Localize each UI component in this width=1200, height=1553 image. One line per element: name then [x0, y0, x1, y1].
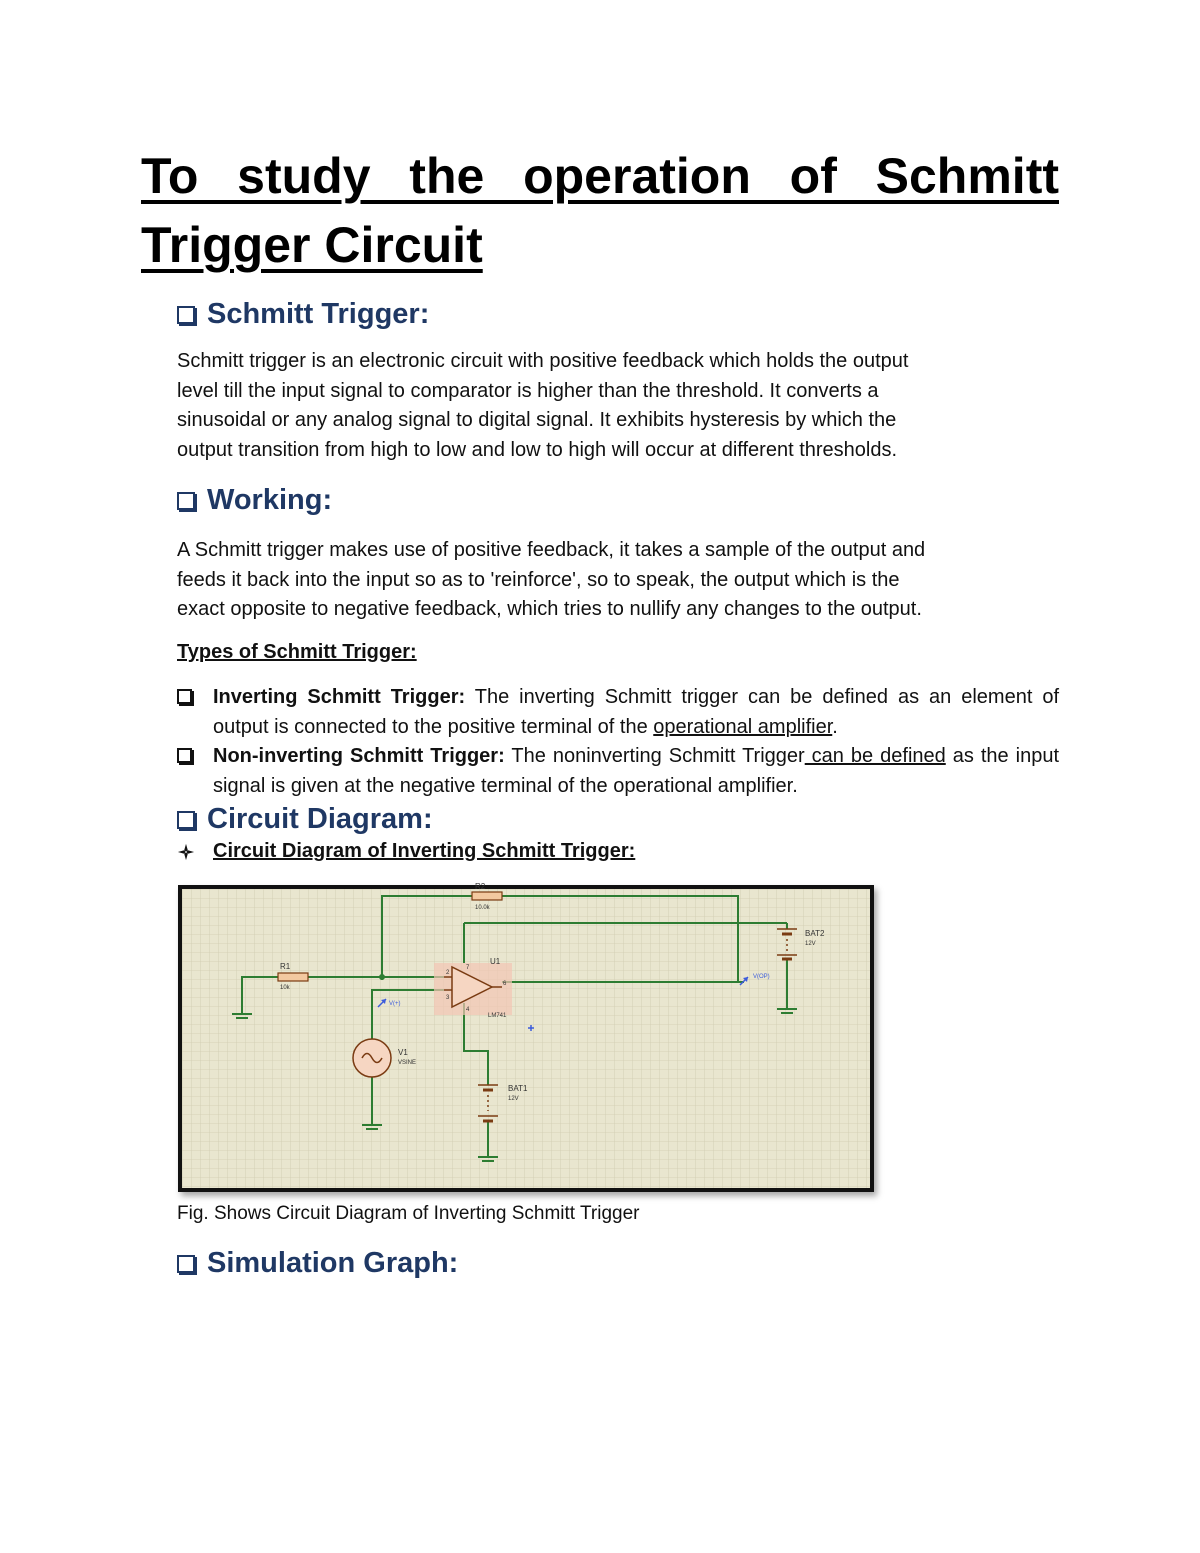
checkbox-bullet-icon [177, 1255, 195, 1273]
paragraph-line: output transition from high to low and low to high will occur at different thresholds. [177, 438, 898, 461]
probe-in-label: V(+) [389, 1001, 401, 1007]
heading-text: Simulation Graph: [207, 1247, 459, 1279]
heading-text: Schmitt Trigger: [207, 298, 430, 330]
paragraph-line: feeds it back into the input so as to 'reinforce', so to speak, the output which is the [177, 568, 900, 591]
paragraph-line: A Schmitt trigger makes use of positive feedback, it takes a sample of the output and [177, 539, 926, 561]
item-tail: as the input signal is given at the negative terminal of the operational amplifier. [213, 745, 1060, 797]
r2-value: 10.0k [475, 905, 490, 911]
checkbox-bullet-icon [177, 811, 195, 829]
resistor-r2 [472, 892, 502, 900]
checkbox-bullet-icon [177, 492, 195, 510]
title-line-2: Trigger Circuit [141, 217, 483, 273]
title-line-1: To study the operation of Schmitt [141, 148, 1059, 204]
heading-text: Working: [207, 484, 333, 516]
list-item-inverting [177, 683, 1059, 742]
r2-label: R2 [475, 882, 486, 891]
list-item-text [213, 683, 1059, 742]
term-label: Inverting Schmitt Trigger: [213, 686, 466, 708]
probe-out-label: V(OP) [753, 974, 770, 980]
pin-label: 7 [466, 965, 470, 971]
checkbox-bullet-icon [177, 306, 195, 324]
v1-type: VSINE [398, 1060, 417, 1066]
u1-part: LM741 [488, 1013, 507, 1019]
item-description: The inverting Schmitt trigger can be defined as an element of output is connected to the positive terminal of the [213, 686, 1060, 738]
types-subheading: Types of Schmitt Trigger: [177, 641, 417, 663]
bat1-label: BAT1 [508, 1084, 528, 1093]
item-tail: . [832, 715, 838, 738]
paragraph-schmitt-definition [177, 347, 1059, 465]
heading-simulation-graph [177, 1247, 458, 1280]
paragraph-line: sinusoidal or any analog signal to digital signal. It exhibits hysteresis by which the [177, 409, 897, 431]
v1-label: V1 [398, 1048, 408, 1057]
checkbox-bullet-icon [177, 748, 192, 763]
r1-value: 10k [280, 985, 290, 991]
list-item-text [213, 742, 1059, 801]
page-title [141, 142, 1059, 280]
paragraph-working [177, 536, 1059, 625]
pin-label: 6 [503, 981, 507, 987]
r1-label: R1 [280, 962, 291, 971]
term-label: Non-inverting Schmitt Trigger: [213, 745, 505, 767]
resistor-r1 [278, 973, 308, 981]
checkbox-bullet-icon [177, 689, 192, 704]
junction-dot [379, 974, 385, 980]
bat2-value: 12V [805, 941, 816, 947]
link-can-be-defined[interactable]: can be defined [804, 745, 946, 767]
link-operational-amplifier[interactable]: operational amplifier [653, 715, 833, 738]
heading-text: Circuit Diagram: [207, 803, 433, 835]
pin-label: 4 [466, 1007, 470, 1013]
heading-schmitt-trigger [177, 298, 429, 331]
u1-label: U1 [490, 957, 501, 966]
paragraph-line: level till the input signal to comparator is higher than the threshold. It converts a [177, 379, 879, 402]
item-description: The noninverting Schmitt Trigger [504, 745, 805, 767]
list-item-non-inverting [177, 742, 1059, 801]
paragraph-line: exact opposite to negative feedback, which tries to nullify any changes to the output. [177, 598, 922, 620]
heading-circuit-diagram [177, 803, 433, 836]
schematic [182, 882, 870, 1188]
schematic-grid [182, 889, 870, 1188]
subheading-text: Circuit Diagram of Inverting Schmitt Trigger: [213, 840, 636, 862]
pin-label: 3 [446, 995, 450, 1001]
paragraph-line: Schmitt trigger is an electronic circuit with positive feedback which holds the output [177, 350, 909, 372]
pin-label: 2 [446, 970, 450, 976]
bat1-value: 12V [508, 1096, 519, 1102]
diamond-bullet-icon [177, 843, 195, 861]
heading-working [177, 484, 332, 517]
figure-caption: Fig. Shows Circuit Diagram of Inverting Schmitt Trigger [177, 1203, 640, 1224]
circuit-subheading [177, 840, 635, 863]
circuit-diagram-figure [178, 882, 874, 1192]
bat2-label: BAT2 [805, 929, 825, 938]
